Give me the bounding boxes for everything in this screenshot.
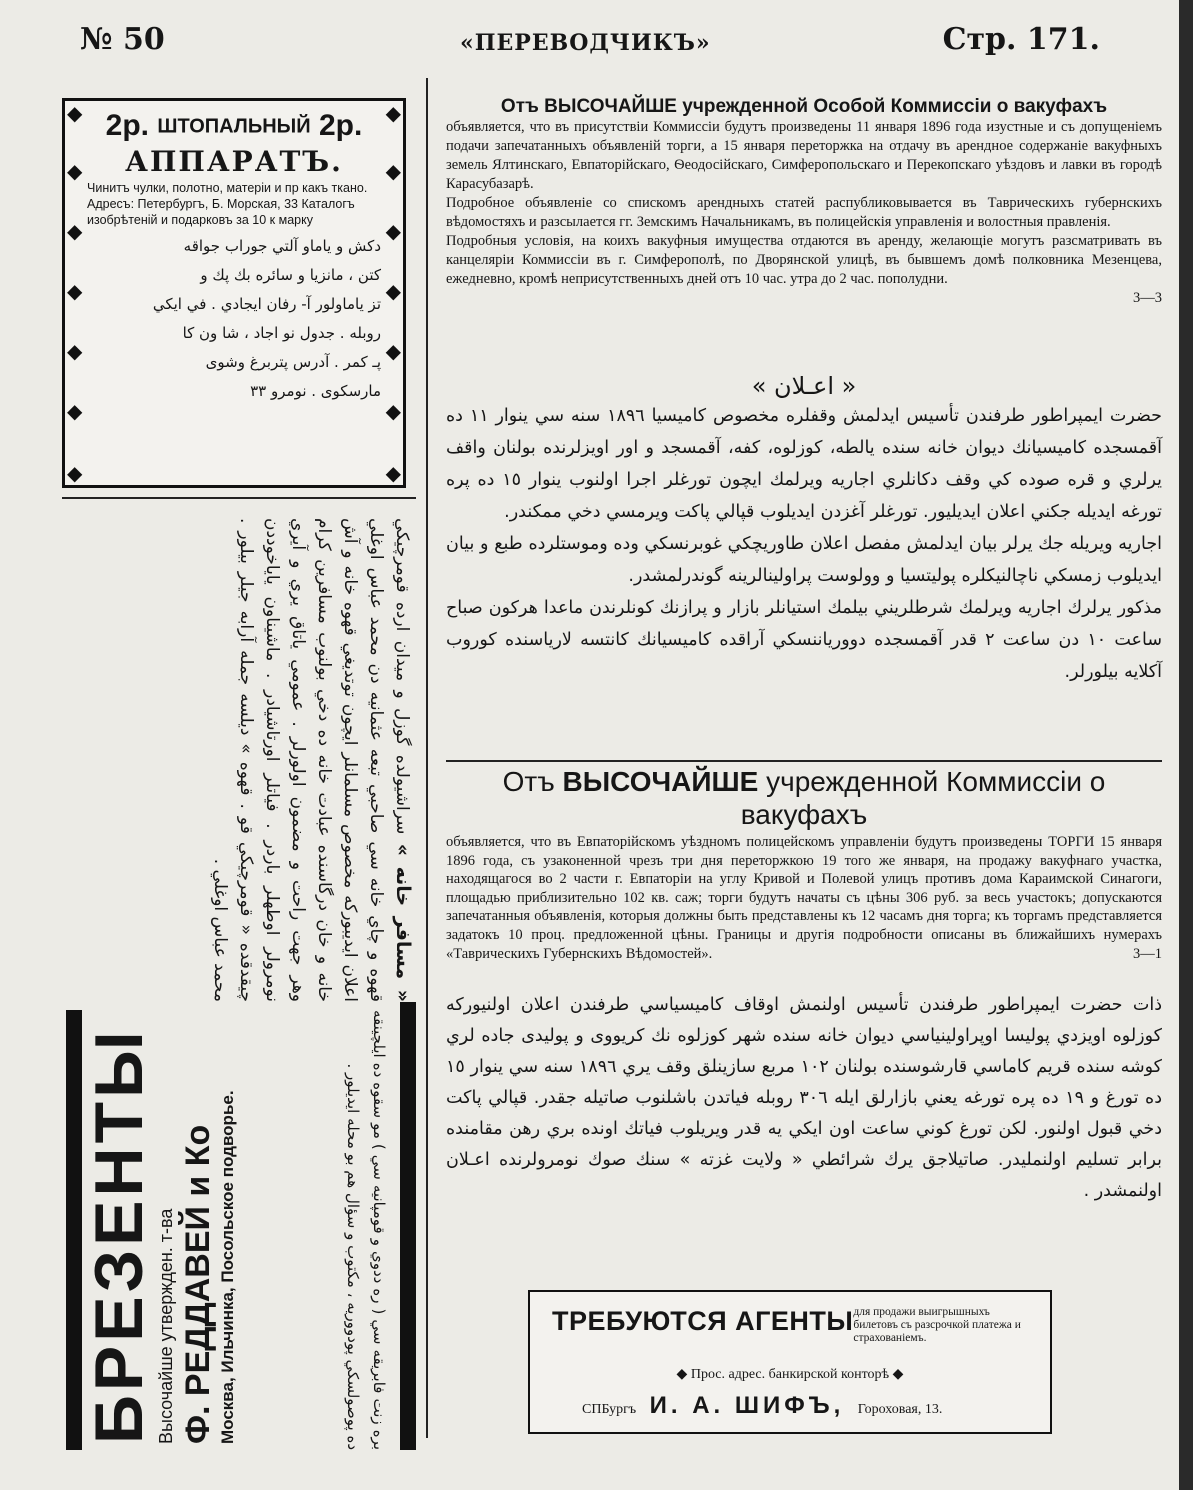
brezenty-address: Москва, Ильчинка, Посольское подворье.: [218, 1090, 237, 1444]
agents-city: СПБургъ: [582, 1402, 637, 1417]
scan-edge: [1179, 0, 1193, 1490]
page-number: Стр. 171.: [942, 22, 1100, 57]
notice-2-body: объявляется, что въ Евпаторійскомъ уѣздномъ полицейскомъ управленіи будутъ произведены ТОРГИ 15 января 1896 года, съ узаконенной чрезъ три дня переторжкою 19 того же января, на продажу вакуфнаго участка, находящагося во 2 части г. Евпаторіи на углу Кривой и Полевой улицъ противъ дома Караимской Синагоги, площадью приблизительно 102 кв. саж; торги будутъ начаты съ цѣны 306 руб. за весь участокъ; допускаются запечатанныя объявленія, которыя должны быть представлены къ 12 часамъ дня торга; къ торгамъ представляется задатокъ 10 проц. предложенной цѣны. Границы и другія подробности описаны въ ближайшихъ нумерахъ «Таврическихъ Губернскихъ Вѣдомостей».: [446, 834, 1162, 962]
musafir-title: « مسافر خانه »: [392, 843, 414, 1003]
diamond-ornament-icon: ◆: [67, 339, 83, 363]
brezenty-heading: БРЕЗЕНТЫ: [81, 1027, 157, 1444]
agents-address-label: [530, 1366, 1050, 1383]
newspaper-title: «ПЕРЕВОДЧИКЪ»: [460, 30, 711, 56]
agents-subtext: для продажи выигрышныхъ билетовъ съ разсрочкой платежа и страхованіемъ.: [853, 1306, 1021, 1344]
diamond-ornament-icon: ◆: [385, 219, 401, 243]
diamond-ornament-icon: ◆: [676, 1367, 688, 1382]
ad-ottoman-text: [87, 232, 381, 406]
diamond-ornament-icon: ◆: [67, 159, 83, 183]
diamond-ornament-icon: ◆: [385, 339, 401, 363]
agents-firm-row: [582, 1392, 942, 1420]
diamond-ornament-icon: ◆: [67, 461, 83, 485]
diamond-ornament-icon: ◆: [67, 279, 83, 303]
section-divider: [62, 497, 416, 499]
column-divider: [426, 78, 428, 1438]
notice-2-title-post: учрежденной Коммиссіи о вакуфахъ: [740, 766, 1106, 830]
elan-1-para: مذكور يرلرك اجاريه ويرلمك شرطلريني بيلمك استيانلر بازار و پرازنك كونلرندن ماعدا هركون صباح ساعت ١٠ دن ساعت ٢ قدر آقمسجده دوورياننسكي آراقده كاميسيانك كانتسه لارياسنده كوروب آكلايه بيلورلر.: [446, 598, 1162, 682]
brezenty-content: [62, 1010, 238, 1450]
ottoman-line: دكش و ياماو آلتي جوراب جواقه: [183, 237, 381, 255]
price-left: 2р.: [105, 109, 150, 142]
notice-commission-1: [446, 96, 1162, 308]
notice-2-counter: 3—1: [1133, 945, 1162, 962]
ad-headline: [87, 109, 381, 143]
diamond-ornament-icon: ◆: [385, 461, 401, 485]
ad-body-text: Чинитъ чулки, полотно, матеріи и пр какъ ткано. Адресъ: Петербургъ, Б. Морская, 33 Каталогъ изобрѣтеній и подарковъ за 10 к марку: [87, 181, 368, 227]
notice-2-title: [446, 765, 1162, 831]
ottoman-line: مارسكوى . نومرو ٣٣: [250, 382, 381, 400]
ottoman-line: پـ كمر . آدرس پتربرغ وشوى: [205, 353, 381, 371]
page-header: [80, 22, 1100, 66]
notice-2-title-bold: ВЫСОЧАЙШЕ: [562, 766, 759, 797]
diamond-ornament-icon: ◆: [892, 1367, 904, 1382]
notice-2-para: [446, 833, 1162, 963]
ottoman-line: روبله . جدول نو اجاد ، شا ون كا: [182, 324, 381, 342]
brezenty-ottoman-text: بره زنت فابريقه سي ( ره ددوي و قومپانيه سي ) مو سقوه ده ايلچينقه ده پوصولسكي پودووريه ، مكتوب و سؤال هم بو محله ايديلور .: [344, 1010, 388, 1450]
notice-1-para: объявляется, что въ присутствіи Коммиссіи будутъ произведены 11 января 1896 года изустные и съ допущеніемъ подачи запечатанныхъ объявленій торги, а 15 января переторжка на отдачу въ арендное содержаніе вакуфныхъ земель Ялтинскаго, Евпаторійскаго, Ѳеодосійскаго, Симферопольскаго и Перекопскаго уѣздовъ и лавки въ городѣ Карасубазарѣ.: [446, 119, 1162, 192]
diamond-ornament-icon: ◆: [385, 159, 401, 183]
notice-commission-2: [446, 765, 1162, 963]
musafir-text: [207, 510, 422, 1010]
musafir-rotated-wrapper: [62, 510, 422, 1010]
elan-2-para: ذات حضرت ايمپراطور طرفندن تأسيس اولنمش اوقاف كاميسياسي طرفندن اعلان اولنيوركه كوزلوه اويزدي پوليسا اوپراولينياسي ديوان خانه سنده شهر كوزلوه نك كريووى و پوليدى جاده لري كوشه سنده قريم كاماسي قارشوسنده بولنان ١٠٢ مربع سازينلق وقف يري ١٨٩٦ سنه سي ينوار ١٥ ده تورغ و ١٩ ده پره تورغه يعني بازارلق ايله ٣٠٦ روبله فياتدن باشلنوب صاتيله جقدر. قپالي پاكت دخي قبول اولنور. لكن تورغ كوني ساعت اون ايكي يه قدر ويريلوب فياتك اونده بري رهن مقامنده برابر تسليم اولنمليدر. صاتيلاجق يرك شرائطي « ولايت غزته » سنك صوك نومرولرنده اعـلان اولنمشدر .: [446, 995, 1163, 1201]
price-right: 2р.: [318, 109, 363, 142]
agents-firm: И. А. ШИФЪ,: [649, 1392, 845, 1419]
elan-2: [446, 990, 1162, 1207]
notice-1-title: Отъ ВЫСОЧАЙШЕ учрежденной Особой Коммиссіи о вакуфахъ: [500, 96, 1108, 117]
brezenty-subtitle: Высочайше утвержден. т-ва: [156, 1208, 176, 1444]
notice-1-counter: 3—3: [1133, 290, 1162, 306]
notice-2-title-pre: Отъ: [502, 766, 563, 797]
section-divider: [446, 760, 1162, 762]
ottoman-line: تز ياماولور آ- رفان ايجادي . في ايكي: [152, 295, 381, 313]
brezenty-ottoman: [262, 1010, 392, 1450]
agents-address-text: Прос. адрес. банкирской конторѣ: [690, 1367, 890, 1382]
diamond-ornament-icon: ◆: [67, 219, 83, 243]
item-name: ШТОПАЛЬНЫЙ: [157, 115, 311, 138]
ottoman-line: كتن ، مانزيا و سائره بك پك و: [200, 266, 381, 284]
diamond-ornament-icon: ◆: [385, 279, 401, 303]
diamond-ornament-icon: ◆: [385, 399, 401, 423]
musafir-rotated: [82, 510, 422, 1010]
diamond-ornament-icon: ◆: [67, 399, 83, 423]
agents-heading: ТРЕБУЮТСЯ АГЕНТЫ: [552, 1306, 854, 1336]
agents-headline-row: [552, 1306, 1032, 1345]
brezenty-firm: Ф. РЕДДАВЕЙ и Ко: [179, 1124, 217, 1444]
elan-1: [446, 372, 1162, 688]
diamond-ornament-icon: ◆: [67, 101, 83, 125]
ad-apparat: АППАРАТЪ.: [125, 145, 343, 178]
elan-1-title: « اعـلان »: [751, 372, 857, 400]
musafir-body: سراشيولده گوزل و ميدان ارده قومرچيكي قهوه و چاي خانه سي صاحبي تبعه عثمانيه دن محمد عباس اوغلي اعلان ايديبورکه مخصوص مسلمانلر ايچون توتديغي قهوه خانه و آش خانه و خان درگاسنده عبادت خانه ده دخي بولنوب مسافرين كرام وهر جهت راحت و مضمون اولورلر . عمومي ياتاق يري و آيري نومرولر اوطهلر باردر . فياتلر اورتاشيادر . ماشيناون ياياخوددن چيقدقده « قومرچيكي قو . قهوه » ديلسه جمله آرابه جيلر بيلور . محمد عباس اوغلي .: [210, 518, 412, 1002]
diamond-ornament-icon: ◆: [385, 101, 401, 125]
notice-1-para: Подробное объявленіе со спискомъ арендныхъ статей распубликовывается въ Таврическихъ губернскихъ вѣдомостяхъ и разсылается гг. Земскимъ Начальникамъ, въ полицейскія управленія и волостныя правленія.: [446, 195, 1162, 230]
ad-darning-apparatus: [62, 98, 406, 488]
elan-1-para: حضرت ايمپراطور طرفندن تأسيس ايدلمش وقفلره مخصوص كاميسيا ١٨٩٦ سنه سي ينوار ١١ ده آقمسجده كاميسيانك ديوان خانه سنده يالطه، كوزلوه، كفه، آقمسجد و اور اويزلرنده بولنان واقف يرلري و قره صوده كي وقف دكانلري اجاريه ويرلمك ايچون تورغلر اجرا اولنوب ينوار ١٥ ده پره تورغه ايديله جكني اعلان ايديليور. تورغلر آغزدن ايديلوب قپالي پاكت ويرمسي دخي ممكندر.: [446, 406, 1162, 522]
notice-1-para: Подробныя условія, на коихъ вакуфныя имущества отдаются въ аренду, желающіе могутъ разсматривать въ канцеляріи Коммиссіи въ г. Симферополѣ, по Дворянской улицѣ, въ бывшемъ домѣ полковника Мезенцева, ежедневно, кромѣ неприсутственныхъ дней отъ 10 час. утра до 2 час. пополудни.: [446, 233, 1162, 287]
agents-street: Гороховая, 13.: [857, 1402, 943, 1417]
elan-1-para: اجاريه ويريله جك يرلر بيان ايدلمش مفصل اعلان طاوريچكي غوبرنسكي وده وموستلرده طبع و بيان ايديلوب زمسكي ناچالنيكلره پوليتسيا و وولوست پراولينالرينه گوندرلمشدر.: [446, 534, 1162, 586]
ad-agents-wanted: [528, 1290, 1052, 1434]
issue-number: № 50: [80, 22, 165, 57]
